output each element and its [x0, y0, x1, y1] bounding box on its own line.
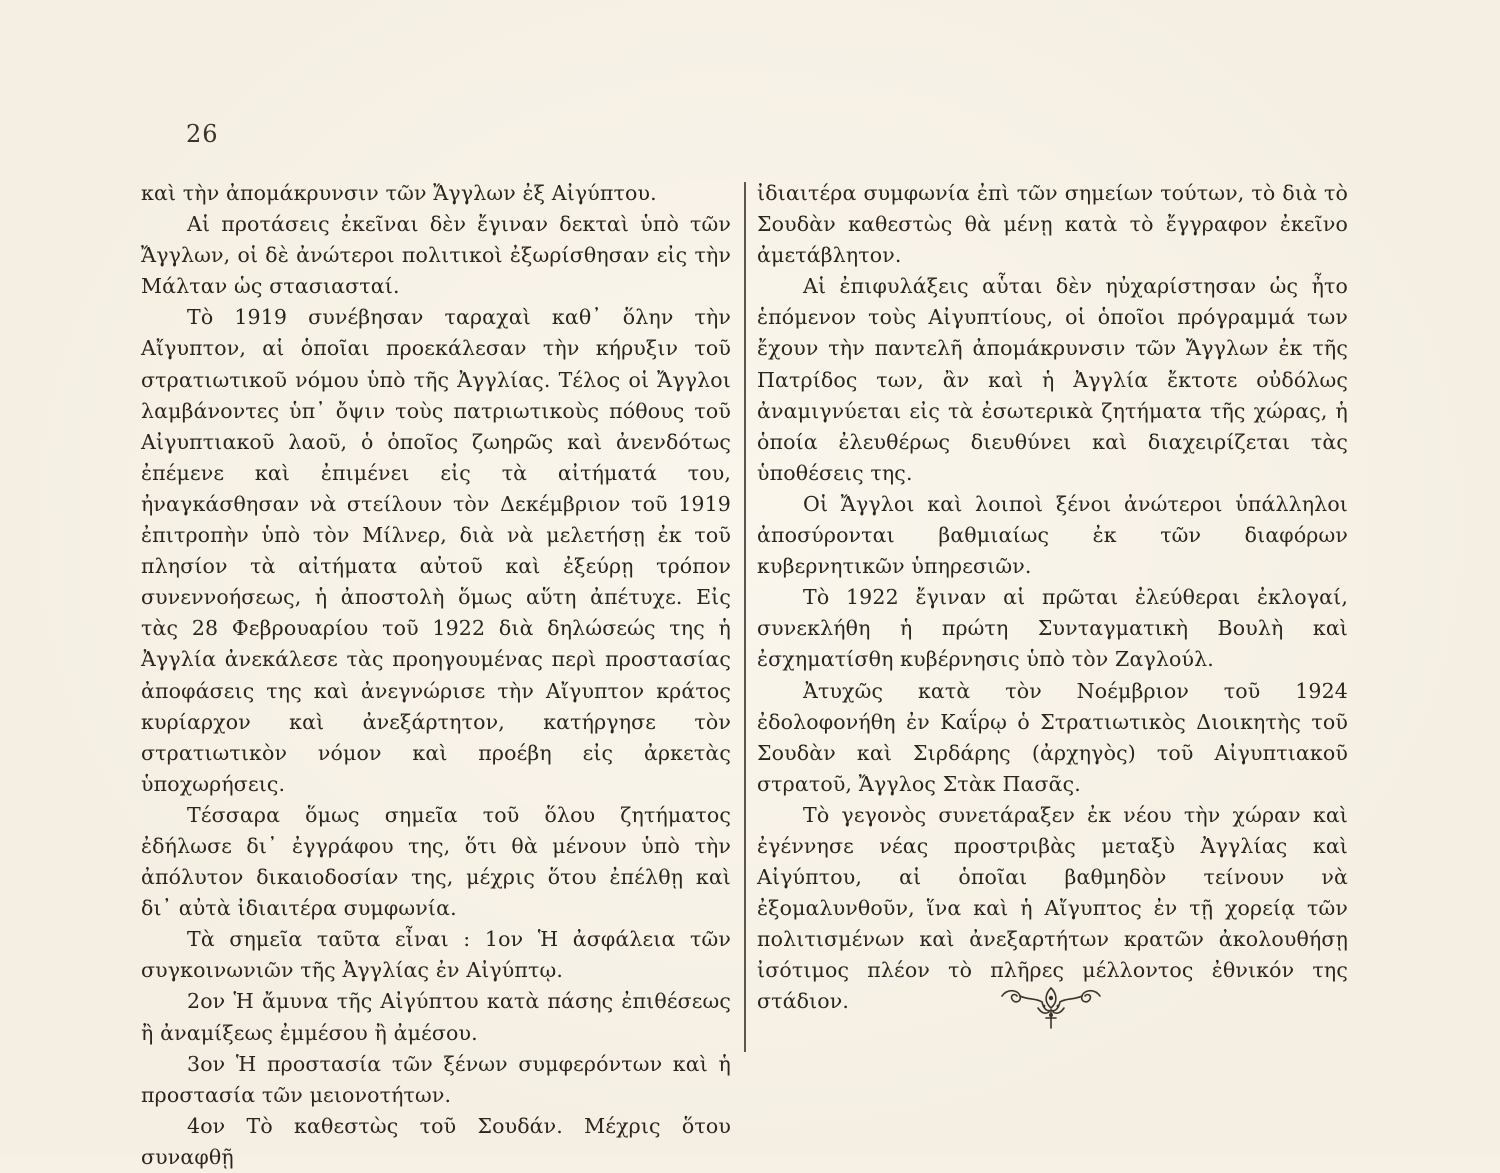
paragraph: ἰδιαιτέρα συμφωνία ἐπὶ τῶν σημείων τούτων, τὸ διὰ τὸ Σουδὰν καθεστὼς θὰ μένῃ κατὰ τὸ ἔγγραφον ἐκεῖνο ἀμετάβλητον.: [757, 181, 1348, 268]
right-text-column: [757, 178, 1348, 1018]
paragraph: Τὸ γεγονὸς συνετάραξεν ἐκ νέου τὴν χώραν καὶ ἐγέννησε νέας προστριβὰς μεταξὺ Ἀγγλίας καὶ Αἰγύπτου, αἱ ὁποῖαι βαθμηδὸν τείνουν νὰ ἐξομαλυνθοῦν, ἵνα καὶ ἡ Αἴγυπτος ἐν τῇ χορείᾳ τῶν πολιτισμένων καὶ ἀνεξαρτήτων κρατῶν ἀκολουθήσῃ ἰσότιμος πλέον τὸ πλῆρες μέλλοντος ἐθνικόν της στάδιον.: [757, 802, 1348, 1014]
paragraph: καὶ τὴν ἀπομάκρυνσιν τῶν Ἄγγλων ἐξ Αἰγύπτου.: [141, 181, 657, 205]
column-divider: [744, 182, 746, 1052]
paragraph: Τὰ σημεῖα ταῦτα εἶναι : 1ον Ἡ ἀσφάλεια τῶν συγκοινωνιῶν τῆς Ἀγγλίας ἐν Αἰγύπτῳ.: [141, 927, 731, 983]
paragraph: Αἱ προτάσεις ἐκεῖναι δὲν ἔγιναν δεκταὶ ὑπὸ τῶν Ἄγγλων, οἱ δὲ ἀνώτεροι πολιτικοὶ ἐξωρίσθησαν εἰς τὴν Μάλταν ὡς στασιασταί.: [141, 212, 731, 299]
paragraph: Τέσσαρα ὅμως σημεῖα τοῦ ὅλου ζητήματος ἐδήλωσε δι᾽ ἐγγράφου της, ὅτι θὰ μένουν ὑπὸ τὴν ἀπόλυτον δικαιοδοσίαν της, μέχρις ὅτου ἐπέλθῃ καὶ δι᾽ αὐτὰ ἰδιαιτέρα συμφωνία.: [141, 802, 731, 921]
paragraph: Τὸ 1919 συνέβησαν ταραχαὶ καθ᾽ ὅλην τὴν Αἴγυπτον, αἱ ὁποῖαι προεκάλεσαν τὴν κήρυξιν τοῦ στρατιωτικοῦ νόμου ὑπὸ τῆς Ἀγγλίας. Τέλος οἱ Ἄγγλοι λαμβάνοντες ὑπ᾽ ὄψιν τοὺς πατριωτικοὺς πόθους τοῦ Αἰγυπτιακοῦ λαοῦ, ὁ ὁποῖος ζωηρῶς καὶ ἀνενδότως ἐπέμενε καὶ ἐπιμένει εἰς τὰ αἰτήματά του, ἠναγκάσθησαν νὰ στείλουν τὸν Δεκέμβριον τοῦ 1919 ἐπιτροπὴν ὑπὸ τὸν Μίλνερ, διὰ νὰ μελετήσῃ ἐκ τοῦ πλησίον τὰ αἰτήματα αὐτοῦ καὶ ἐξεύρῃ τρόπον συνεννοήσεως, ἡ ἀποστολὴ ὅμως αὕτη ἀπέτυχε. Εἰς τὰς 28 Φεβρουαρίου τοῦ 1922 διὰ δηλώσεώς της ἡ Ἀγγλία ἀνεκάλεσε τὰς προηγουμένας περὶ προστασίας ἀποφάσεις της καὶ ἀνεγνώρισε τὴν Αἴγυπτον κράτος κυρίαρχον καὶ ἀνεξάρτητον, κατήργησε τὸν στρατιωτικὸν νόμον καὶ προέβη εἰς ἀρκετὰς ὑποχωρήσεις.: [141, 305, 731, 796]
paragraph: Αἱ ἐπιφυλάξεις αὗται δὲν ηὐχαρίστησαν ὡς ἦτο ἑπόμενον τοὺς Αἰγυπτίους, οἱ ὁποῖοι πρόγραμμά των ἔχουν τὴν παντελῆ ἀπομάκρυνσιν τῶν Ἄγγλων ἐκ τῆς Πατρίδος των, ἂν καὶ ἡ Ἀγγλία ἔκτοτε οὐδόλως ἀναμιγνύεται εἰς τὰ ἐσωτερικὰ ζητήματα τῆς χώρας, ἡ ὁποία ἐλευθέρως διευθύνει καὶ διαχειρίζεται τὰς ὑποθέσεις της.: [757, 274, 1348, 485]
paragraph: Οἱ Ἄγγλοι καὶ λοιποὶ ξένοι ἀνώτεροι ὑπάλληλοι ἀποσύρονται βαθμιαίως ἐκ τῶν διαφόρων κυβερνητικῶν ὑπηρεσιῶν.: [757, 491, 1348, 579]
paragraph: 2ον Ἡ ἄμυνα τῆς Αἰγύπτου κατὰ πάσης ἐπιθέσεως ἢ ἀναμίξεως ἐμμέσου ἢ ἀμέσου.: [141, 989, 731, 1045]
paragraph: Ἀτυχῶς κατὰ τὸν Νοέμβριον τοῦ 1924 ἐδολοφονήθη ἐν Καΐρῳ ὁ Στρατιωτικὸς Διοικητὴς τοῦ Σουδὰν καὶ Σιρδάρης (ἀρχηγὸς) τοῦ Αἰγυπτιακοῦ στρατοῦ, Ἄγγλος Στὰκ Πασᾶς.: [757, 678, 1348, 796]
paragraph: 3ον Ἡ προστασία τῶν ξένων συμφερόντων καὶ ἡ προστασία τῶν μειονοτήτων.: [141, 1051, 731, 1107]
left-text-column: [141, 178, 731, 1173]
paragraph: 4ον Τὸ καθεστὼς τοῦ Σουδάν. Μέχρις ὅτου συναφθῇ: [141, 1113, 731, 1169]
paragraph: Τὸ 1922 ἔγιναν αἱ πρῶται ἐλεύθεραι ἐκλογαί, συνεκλήθη ἡ πρώτη Συνταγματικὴ Βουλὴ καὶ ἐσχηματίσθη κυβέρνησις ὑπὸ τὸν Ζαγλούλ.: [757, 585, 1348, 672]
page-number: 26: [186, 120, 219, 148]
fleuron-ornament-icon: [998, 982, 1104, 1032]
